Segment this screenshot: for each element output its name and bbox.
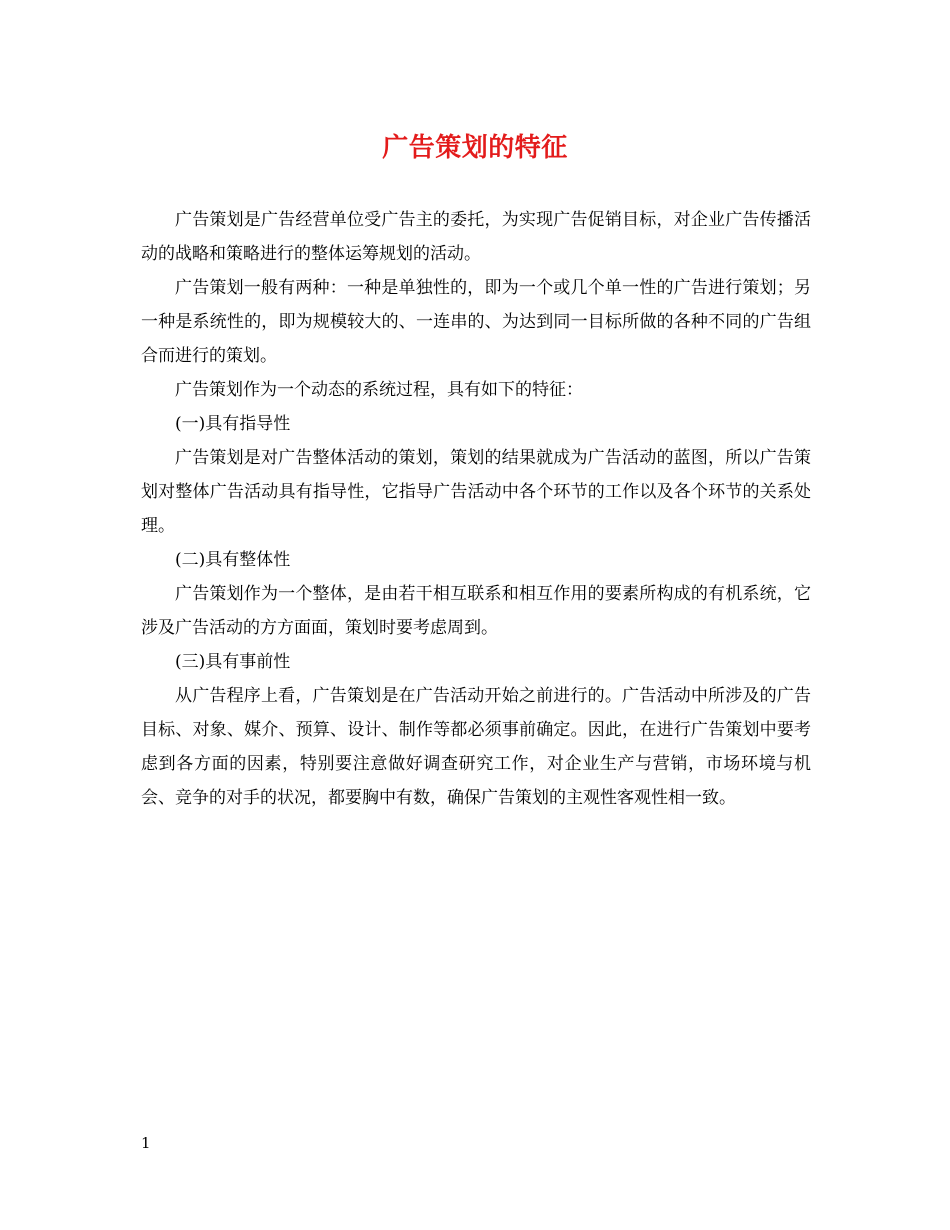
document-body: [141, 203, 811, 815]
section-heading-guidance: (一)具有指导性: [175, 414, 291, 434]
paragraph-advance: 从广告程序上看，广告策划是在广告活动开始之前进行的。广告活动中所涉及的广告目标、对象、媒介、预算、设计、制作等都必须事前确定。因此，在进行广告策划中要考虑到各方面的因素，特别要注意做好调查研究工作，对企业生产与营销，市场环境与机会、竞争的对手的状况，都要胸中有数，确保广告策划的主观性客观性相一致。: [141, 686, 811, 808]
section-heading-integrity: (二)具有整体性: [175, 550, 291, 570]
paragraph-guidance: 广告策划是对广告整体活动的策划，策划的结果就成为广告活动的蓝图，所以广告策划对整体广告活动具有指导性，它指导广告活动中各个环节的工作以及各个环节的关系处理。: [141, 448, 811, 536]
paragraph-integrity: 广告策划作为一个整体，是由若干相互联系和相互作用的要素所构成的有机系统，它涉及广告活动的方方面面，策划时要考虑周到。: [141, 584, 811, 638]
paragraph-intro-features: 广告策划作为一个动态的系统过程，具有如下的特征：: [175, 380, 583, 400]
paragraph-definition: 广告策划是广告经营单位受广告主的委托，为实现广告促销目标，对企业广告传播活动的战略和策略进行的整体运筹规划的活动。: [141, 210, 811, 264]
page-number: 1: [141, 1134, 151, 1152]
document-title: 广告策划的特征: [382, 133, 568, 163]
section-heading-advance: (三)具有事前性: [175, 652, 291, 672]
paragraph-types: 广告策划一般有两种：一种是单独性的，即为一个或几个单一性的广告进行策划；另一种是系统性的，即为规模较大的、一连串的、为达到同一目标所做的各种不同的广告组合而进行的策划。: [141, 278, 811, 366]
